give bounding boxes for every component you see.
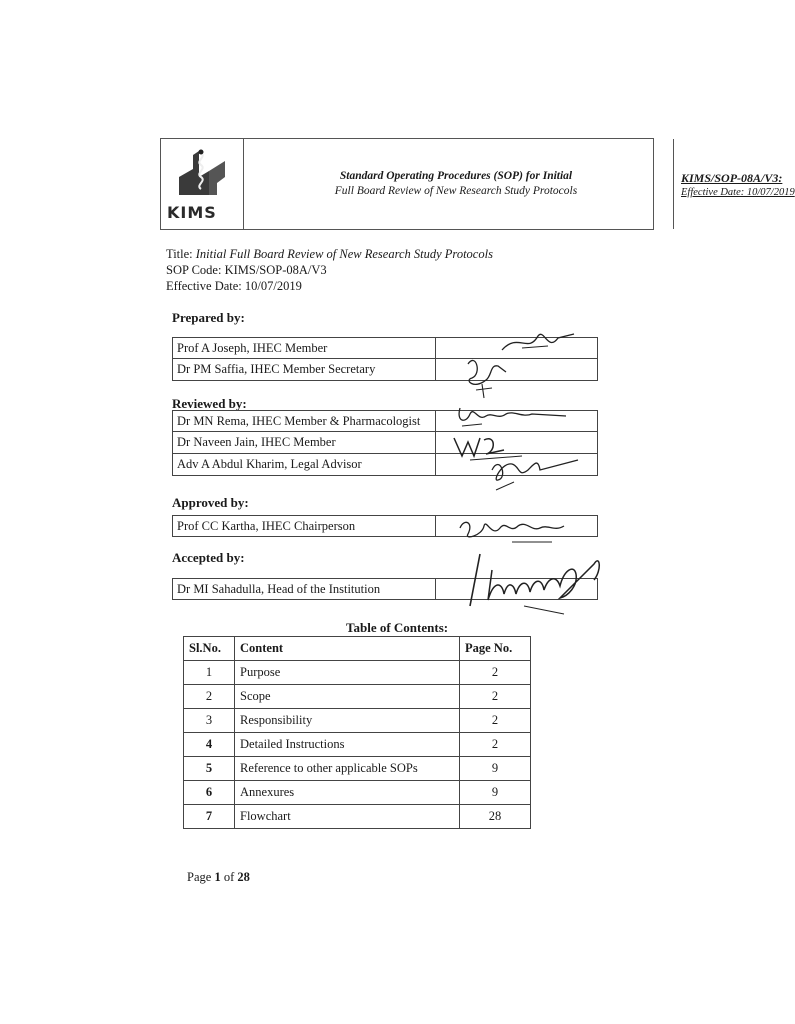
toc-row (184, 757, 531, 781)
toc-row (184, 733, 531, 757)
header-title-cell (243, 139, 674, 229)
toc-content: Responsibility (235, 709, 460, 733)
toc-slno: 5 (184, 757, 235, 781)
footer-total: 28 (237, 870, 250, 884)
toc-slno: 3 (184, 709, 235, 733)
toc-slno: 7 (184, 805, 235, 829)
toc-row (184, 709, 531, 733)
prepared-row-2 (172, 359, 598, 381)
effective-date-label: Effective Date: (166, 279, 242, 293)
title-value: Initial Full Board Review of New Research Study Protocols (195, 247, 493, 261)
toc-header-page: Page No. (460, 637, 531, 661)
toc-page: 2 (460, 733, 531, 757)
toc-slno: 4 (184, 733, 235, 757)
title-label: Title: (166, 247, 193, 261)
toc-page: 9 (460, 757, 531, 781)
accepted-name-1: Dr MI Sahadulla, Head of the Institution (177, 582, 381, 596)
sop-code-header: KIMS/SOP-08A/V3: (681, 171, 783, 185)
approved-name-1: Prof CC Kartha, IHEC Chairperson (177, 519, 356, 533)
toc-content: Scope (235, 685, 460, 709)
toc-page: 9 (460, 781, 531, 805)
toc-slno: 1 (184, 661, 235, 685)
title-line (166, 247, 493, 262)
document-header (160, 138, 795, 230)
reviewed-name-1: Dr MN Rema, IHEC Member & Pharmacologist (177, 414, 421, 428)
header-title-line1: Standard Operating Procedures (SOP) (339, 170, 526, 182)
toc-row (184, 781, 531, 805)
toc-slno: 2 (184, 685, 235, 709)
effective-date-line (166, 279, 302, 294)
toc-page: 2 (460, 685, 531, 709)
toc-row (184, 805, 531, 829)
approved-by-label: Approved by: (172, 495, 249, 510)
signature-sahadulla (464, 550, 614, 616)
header-title-line1-bold: for Initial (525, 170, 573, 182)
effective-date-value: 10/07/2019 (244, 279, 302, 293)
reviewed-name-2: Dr Naveen Jain, IHEC Member (177, 435, 336, 449)
header-title-line2: Full Board Review of New Research Study Protocols (334, 185, 578, 197)
page-footer (187, 870, 250, 885)
toc-content: Flowchart (235, 805, 460, 829)
toc-content: Reference to other applicable SOPs (235, 757, 460, 781)
reviewed-by-label: Reviewed by: (172, 396, 247, 411)
header-title (251, 169, 661, 199)
effective-date-header: Effective Date: 10/07/2019 (681, 187, 795, 198)
prepared-by-label: Prepared by: (172, 310, 245, 325)
toc-title: Table of Contents: (346, 620, 449, 635)
toc-content: Detailed Instructions (235, 733, 460, 757)
toc-header-content: Content (235, 637, 460, 661)
toc-slno: 6 (184, 781, 235, 805)
footer-current: 1 (214, 870, 221, 884)
signature-kartha (452, 512, 602, 546)
toc-table (183, 636, 531, 829)
sop-code-value: KIMS/SOP-08A/V3 (224, 263, 327, 277)
reviewed-name-3: Adv A Abdul Kharim, Legal Advisor (177, 457, 362, 471)
accepted-by-label: Accepted by: (172, 550, 245, 565)
logo-text: KIMS (167, 203, 217, 222)
toc-page: 2 (460, 661, 531, 685)
signature-rema (452, 402, 572, 430)
footer-prefix: Page (187, 870, 215, 884)
logo-cell (161, 139, 244, 229)
toc-page: 28 (460, 805, 531, 829)
prepared-name-2: Dr PM Saffia, IHEC Member Secretary (177, 362, 376, 376)
signature-kharim (482, 450, 582, 494)
toc-row (184, 685, 531, 709)
prepared-name-1: Prof A Joseph, IHEC Member (177, 341, 328, 355)
toc-content: Annexures (235, 781, 460, 805)
toc-content: Purpose (235, 661, 460, 685)
toc-page: 2 (460, 709, 531, 733)
footer-of: of (220, 870, 238, 884)
sop-code-line (166, 263, 327, 278)
signature-saffia (462, 350, 522, 400)
kims-logo-icon (173, 147, 233, 203)
toc-header-slno: Sl.No. (184, 637, 235, 661)
sop-code-label: SOP Code: (166, 263, 222, 277)
toc-row (184, 661, 531, 685)
toc-header-row (184, 637, 531, 661)
